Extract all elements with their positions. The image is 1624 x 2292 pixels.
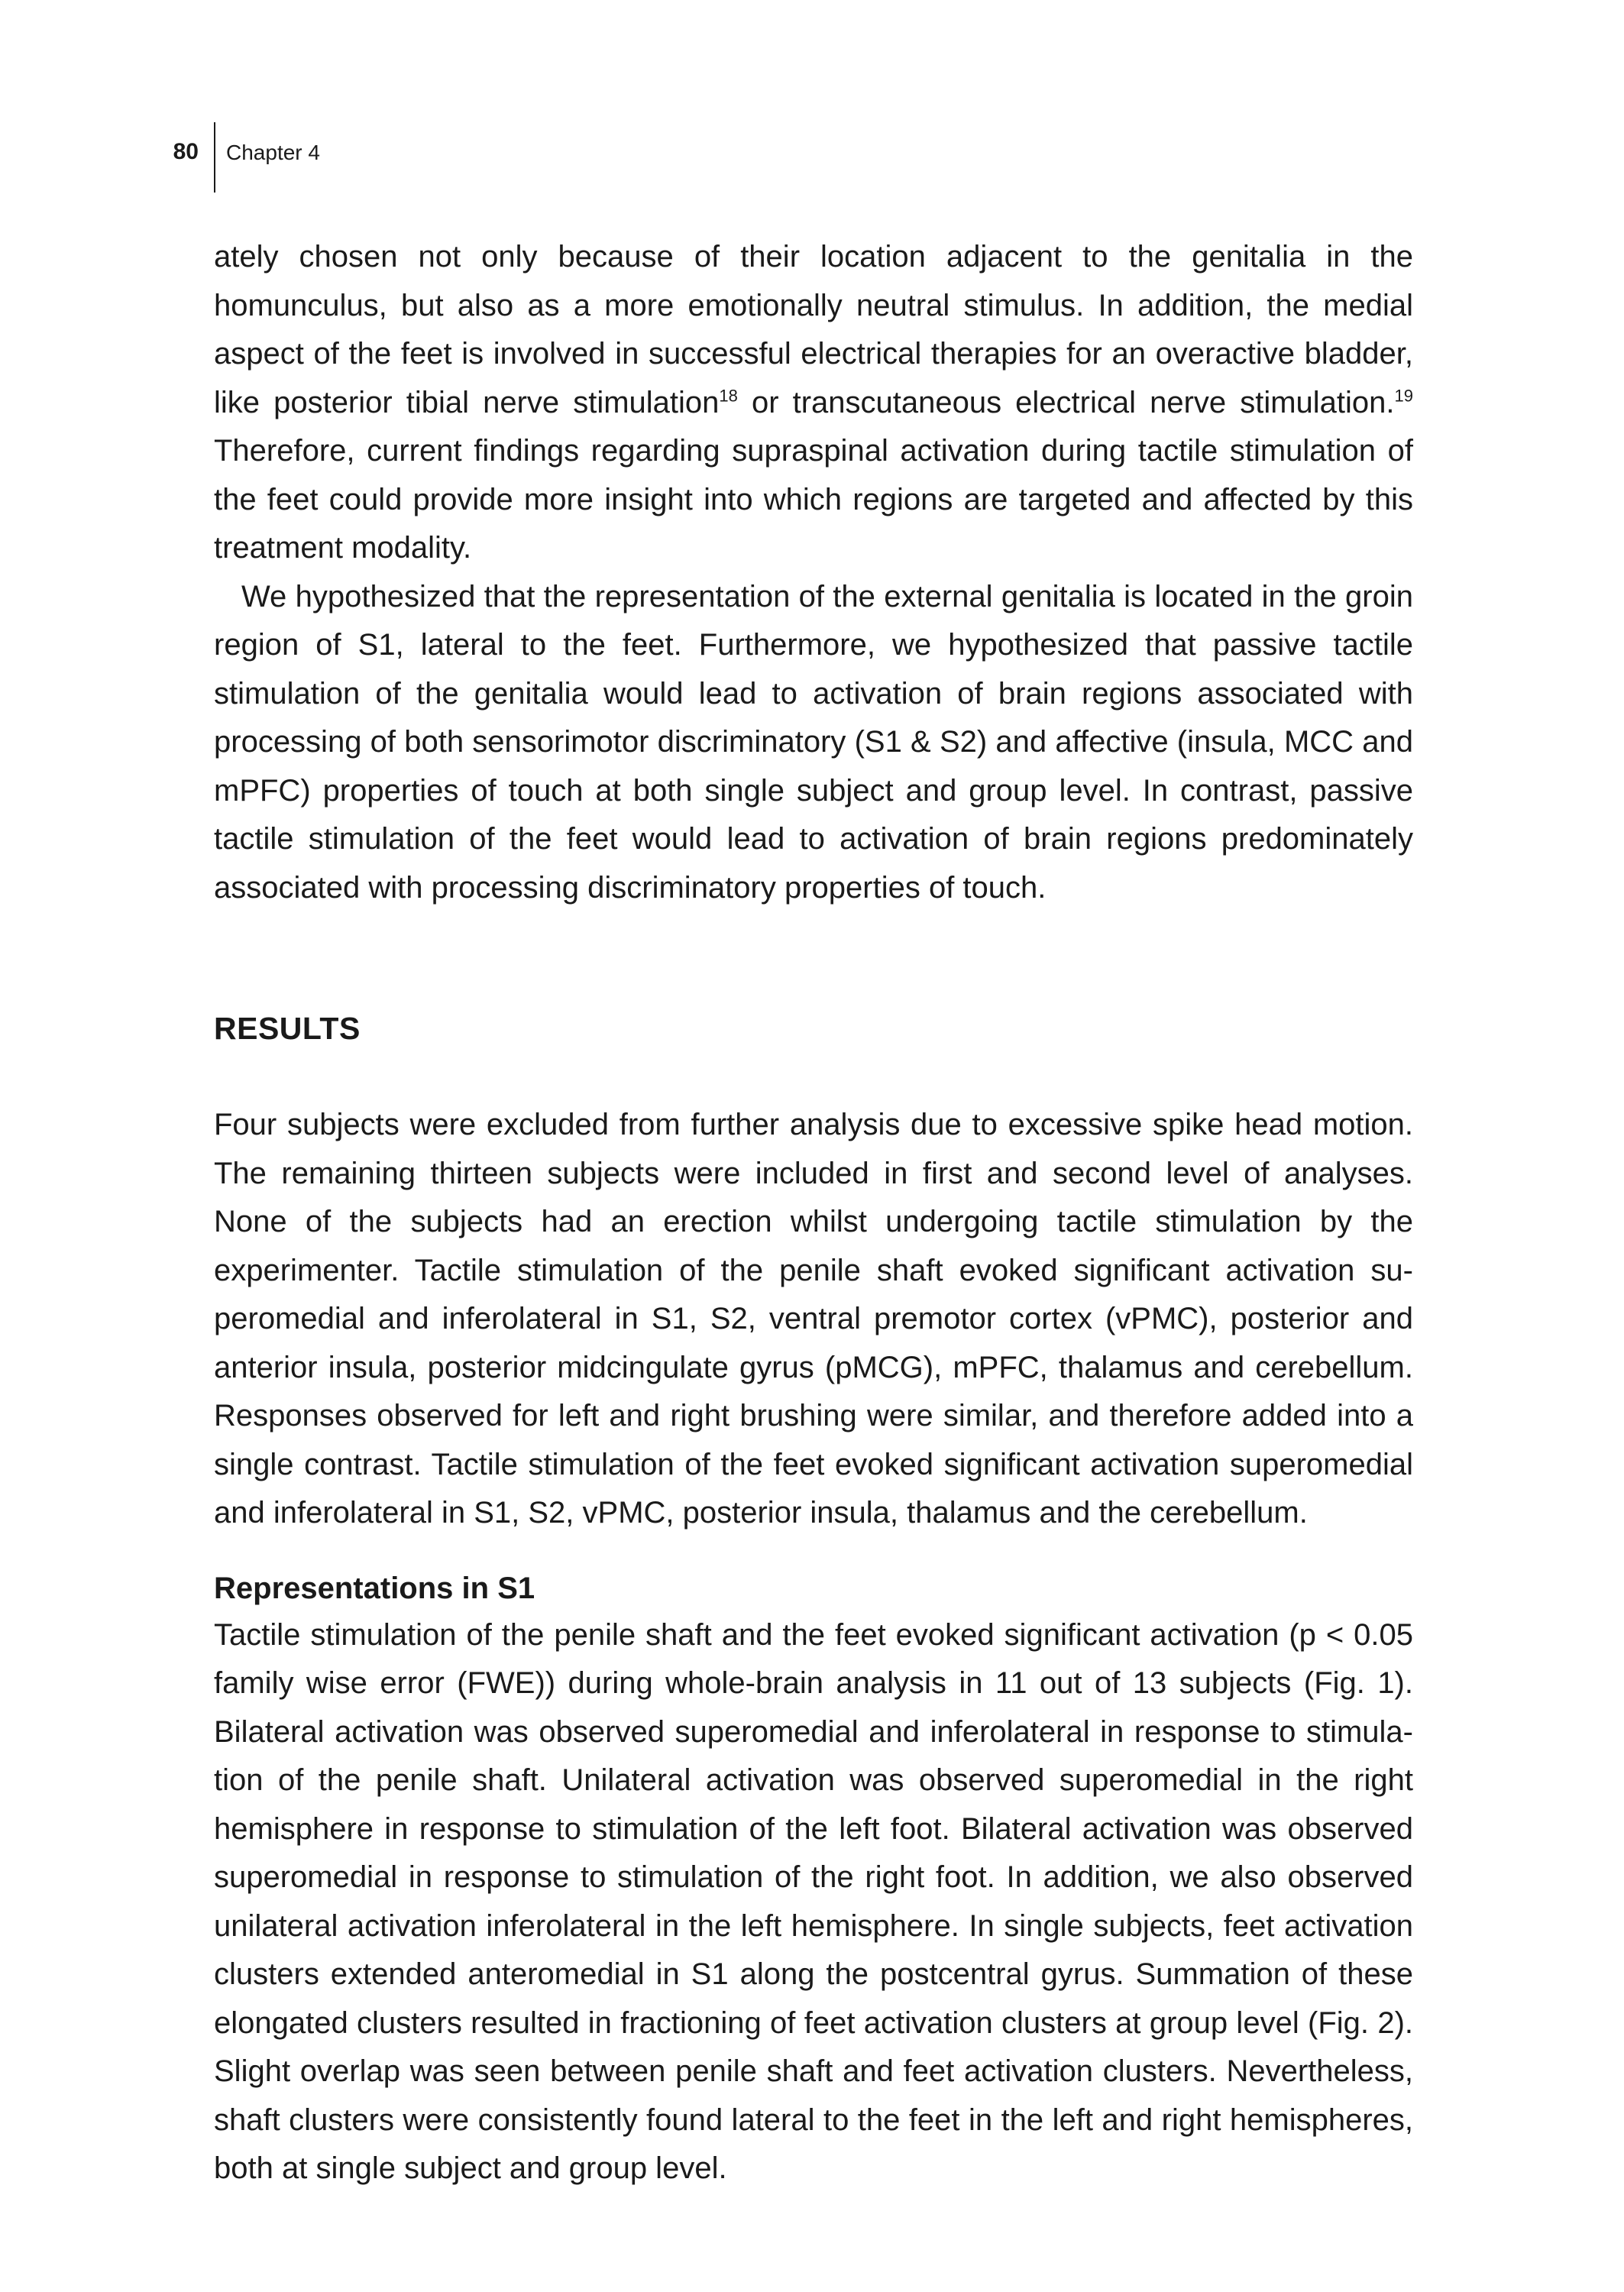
representations-s1-heading: Representations in S1	[214, 1571, 535, 1605]
header-divider	[214, 122, 215, 193]
body-text	[214, 233, 1413, 2193]
reference-18: 18	[719, 386, 738, 406]
intro-paragraph-1-part-3: Therefore, current findings regarding supraspinal activation during tactile stimulation of the feet could provide more insight into which regions are targeted and affected by this treatment modality.	[214, 434, 1413, 565]
intro-paragraph-1	[214, 233, 1413, 573]
page-number: 80	[173, 139, 199, 164]
reference-19: 19	[1394, 386, 1413, 406]
running-header	[0, 122, 1624, 193]
representations-s1-paragraph: Tactile stimulation of the penile shaft and the feet evoked significant activation (p < 0.05 family wise error (FWE)) during whole-brain analysis in 11 out of 13 subjects (Fig. 1). Bilateral activation was observed superomedial and inferolateral in response to stimulation of the penile shaft. Unilateral activation was observed superomedial in the right hemisphere in response to stimulation of the left foot. Bilateral activation was observed superomedial in response to stimulation of the right foot. In addition, we also observed unilateral activation inferolateral in the left hemisphere. In single subjects, feet activation clusters extended anteromedial in S1 along the postcentral gyrus. Summation of these elongated clusters resulted in fractioning of feet activation clusters at group level (Fig. 2). Slight overlap was seen between penile shaft and feet activation clusters. Nevertheless, shaft clusters were consistently found lateral to the feet in the left and right hemispheres, both at single subject and group level.	[214, 1617, 1413, 2185]
chapter-label: Chapter 4	[226, 141, 320, 164]
intro-paragraph-1-part-2: or transcutaneous electrical nerve stimulation.	[737, 385, 1395, 419]
results-heading: RESULTS	[214, 1011, 361, 1046]
intro-paragraph-1-part-1: ately chosen not only because of their location adjacent to the genitalia in the homunculus, but also as a more emotionally neutral stimulus. In addition, the medial aspect of the feet is involved in successful electrical therapies for an overactive bladder, like posterior tibial nerve stimulation	[214, 240, 1413, 419]
results-paragraph: Four subjects were excluded from further analysis due to excessive spike head motion. The remaining thirteen subjects were included in first and second level of analyses. None of the subjects had an erection whilst undergoing tactile stimulation by the experimenter. Tactile stimulation of the penile shaft evoked significant activation superomedial and inferolateral in S1, S2, ventral premotor cortex (vPMC), posterior and anterior insula, posterior midcingulate gyrus (pMCG), mPFC, thalamus and cerebellum. Responses observed for left and right brushing were similar, and therefore added into a single contrast. Tactile stimulation of the feet evoked significant activation superomedial and inferolateral in S1, S2, vPMC, posterior insula, thalamus and the cerebellum.	[214, 1108, 1413, 1530]
hypothesis-paragraph: We hypothesized that the representation of the external genitalia is located in the groin region of S1, lateral to the feet. Furthermore, we hypothesized that passive tactile stimulation of the genitalia would lead to activation of brain regions associated with processing of both sensorimotor discriminatory (S1 & S2) and affective (insula, MCC and mPFC) properties of touch at both single subject and group level. In contrast, passive tactile stimulation of the feet would lead to activation of brain regions predominately associated with processing discriminatory properties of touch.	[214, 579, 1413, 905]
